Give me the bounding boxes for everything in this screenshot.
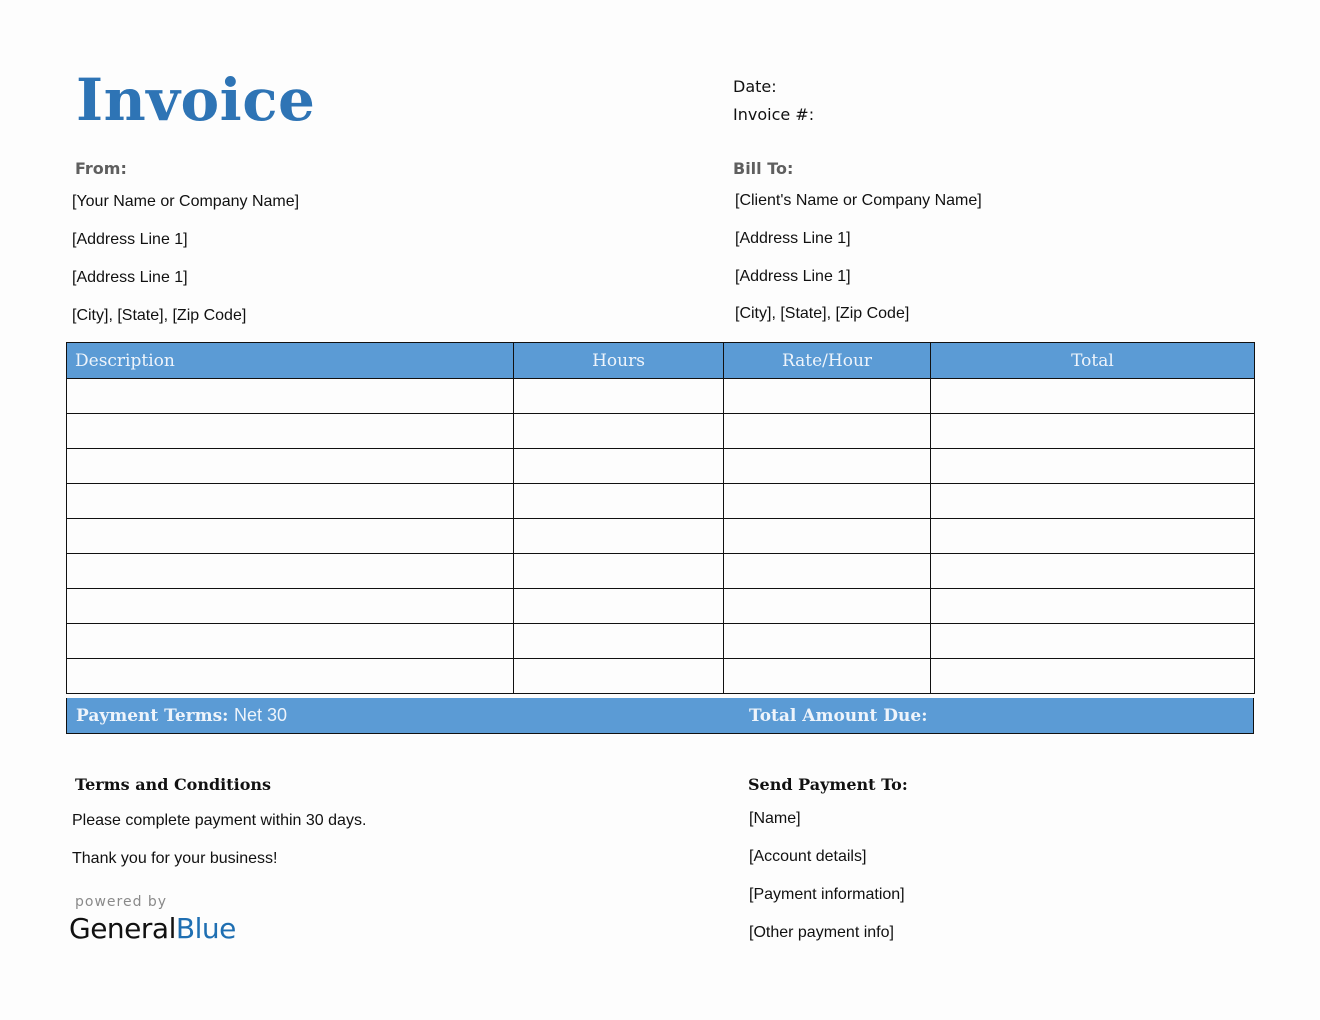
description-cell[interactable]	[67, 449, 514, 484]
table-row	[67, 414, 1255, 449]
payment-information[interactable]: [Payment information]	[749, 886, 905, 903]
bill-to-name[interactable]: [Client's Name or Company Name]	[735, 192, 982, 209]
date-label: Date:	[733, 77, 777, 96]
hours-cell[interactable]	[514, 484, 724, 519]
brand-general: General	[69, 912, 176, 945]
table-row	[67, 589, 1255, 624]
terms-line-1[interactable]: Please complete payment within 30 days.	[72, 812, 367, 829]
total-cell[interactable]	[931, 414, 1255, 449]
hours-cell[interactable]	[514, 379, 724, 414]
bill-to-address-line-2[interactable]: [Address Line 1]	[735, 268, 851, 285]
from-address-line-1[interactable]: [Address Line 1]	[72, 231, 188, 248]
description-cell[interactable]	[67, 624, 514, 659]
hours-cell[interactable]	[514, 659, 724, 694]
description-cell[interactable]	[67, 519, 514, 554]
hours-cell[interactable]	[514, 449, 724, 484]
invoice-title: Invoice	[76, 66, 316, 134]
table-row	[67, 659, 1255, 694]
send-payment-heading: Send Payment To:	[748, 775, 908, 794]
bill-to-address-line-1[interactable]: [Address Line 1]	[735, 230, 851, 247]
total-cell[interactable]	[931, 624, 1255, 659]
table-row	[67, 449, 1255, 484]
rate-cell[interactable]	[724, 414, 931, 449]
from-city-state-zip[interactable]: [City], [State], [Zip Code]	[72, 307, 247, 324]
rate-cell[interactable]	[724, 379, 931, 414]
hours-cell[interactable]	[514, 414, 724, 449]
rate-cell[interactable]	[724, 659, 931, 694]
payment-terms-label: Payment Terms:	[76, 706, 229, 726]
total-cell[interactable]	[931, 379, 1255, 414]
column-header-hours: Hours	[514, 343, 724, 379]
brand-blue: Blue	[175, 912, 236, 945]
description-cell[interactable]	[67, 414, 514, 449]
total-cell[interactable]	[931, 589, 1255, 624]
total-cell[interactable]	[931, 519, 1255, 554]
column-header-description: Description	[67, 343, 514, 379]
column-header-total: Total	[931, 343, 1255, 379]
table-row	[67, 484, 1255, 519]
description-cell[interactable]	[67, 484, 514, 519]
hours-cell[interactable]	[514, 624, 724, 659]
rate-cell[interactable]	[724, 589, 931, 624]
line-items-table	[66, 342, 1255, 694]
table-row	[67, 624, 1255, 659]
terms-heading: Terms and Conditions	[75, 775, 272, 794]
powered-by-text: powered by	[75, 894, 168, 910]
terms-line-2[interactable]: Thank you for your business!	[72, 850, 278, 867]
total-cell[interactable]	[931, 659, 1255, 694]
total-cell[interactable]	[931, 554, 1255, 589]
from-address-line-2[interactable]: [Address Line 1]	[72, 269, 188, 286]
column-header-rate-hour: Rate/Hour	[724, 343, 931, 379]
rate-cell[interactable]	[724, 554, 931, 589]
table-row	[67, 379, 1255, 414]
total-cell[interactable]	[931, 449, 1255, 484]
bill-to-city-state-zip[interactable]: [City], [State], [Zip Code]	[735, 305, 910, 322]
description-cell[interactable]	[67, 659, 514, 694]
hours-cell[interactable]	[514, 589, 724, 624]
payment-account-details[interactable]: [Account details]	[749, 848, 867, 865]
rate-cell[interactable]	[724, 519, 931, 554]
rate-cell[interactable]	[724, 484, 931, 519]
description-cell[interactable]	[67, 589, 514, 624]
table-row	[67, 554, 1255, 589]
payment-terms-value[interactable]: Net 30	[234, 705, 288, 725]
from-name[interactable]: [Your Name or Company Name]	[72, 193, 300, 210]
bill-to-label: Bill To:	[733, 159, 794, 178]
payment-name[interactable]: [Name]	[749, 810, 801, 827]
rate-cell[interactable]	[724, 449, 931, 484]
hours-cell[interactable]	[514, 554, 724, 589]
invoice-number-label: Invoice #:	[733, 105, 815, 124]
table-header-row	[67, 343, 1255, 379]
hours-cell[interactable]	[514, 519, 724, 554]
from-label: From:	[75, 159, 127, 178]
totals-bar	[66, 698, 1254, 734]
table-row	[67, 519, 1255, 554]
total-cell[interactable]	[931, 484, 1255, 519]
rate-cell[interactable]	[724, 624, 931, 659]
general-blue-logo	[69, 912, 236, 945]
total-amount-due-label: Total Amount Due:	[749, 706, 928, 726]
description-cell[interactable]	[67, 554, 514, 589]
payment-other-info[interactable]: [Other payment info]	[749, 924, 894, 941]
description-cell[interactable]	[67, 379, 514, 414]
